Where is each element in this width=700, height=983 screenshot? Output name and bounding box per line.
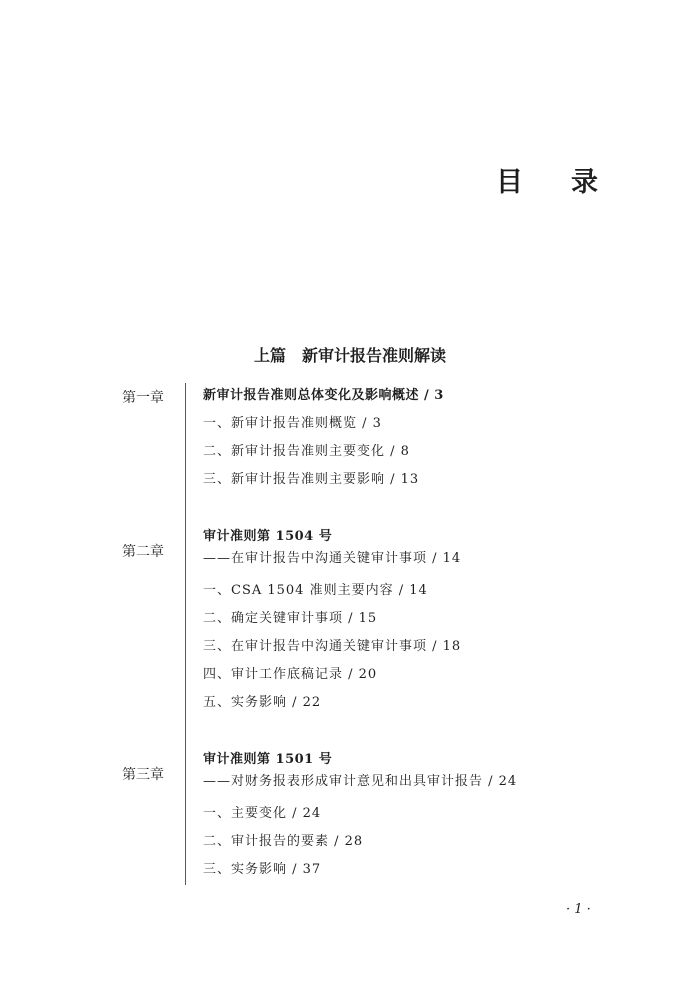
toc-section: 二、确定关键审计事项 / 15 xyxy=(203,611,378,626)
toc-divider-line xyxy=(185,383,186,885)
toc-section: 二、审计报告的要素 / 28 xyxy=(203,834,364,849)
toc-section: 三、在审计报告中沟通关键审计事项 / 18 xyxy=(203,639,462,654)
chapter-label: 第一章 xyxy=(122,390,164,406)
part-heading: 上篇 新审计报告准则解读 xyxy=(253,346,446,365)
chapter-title: 新审计报告准则总体变化及影响概述 / 3 xyxy=(203,388,444,403)
chapter-label: 第三章 xyxy=(122,767,164,783)
chapter-title: 审计准则第 1501 号 xyxy=(203,752,333,767)
chapter-subtitle: ——对财务报表形成审计意见和出具审计报告 / 24 xyxy=(203,774,518,789)
toc-section: 一、新审计报告准则概览 / 3 xyxy=(203,416,382,431)
toc-section: 一、CSA 1504 准则主要内容 / 14 xyxy=(203,583,428,598)
toc-section: 一、主要变化 / 24 xyxy=(203,806,322,821)
chapter-title: 审计准则第 1504 号 xyxy=(203,529,333,544)
chapter-label: 第二章 xyxy=(122,544,164,560)
page-number: · 1 · xyxy=(566,902,591,917)
toc-section: 二、新审计报告准则主要变化 / 8 xyxy=(203,444,410,459)
chapter-subtitle: ——在审计报告中沟通关键审计事项 / 14 xyxy=(203,551,462,566)
page-title: 目录 xyxy=(496,167,646,198)
toc-section: 五、实务影响 / 22 xyxy=(203,695,322,710)
toc-section: 四、审计工作底稿记录 / 20 xyxy=(203,667,378,682)
toc-section: 三、实务影响 / 37 xyxy=(203,862,322,877)
toc-section: 三、新审计报告准则主要影响 / 13 xyxy=(203,472,420,487)
